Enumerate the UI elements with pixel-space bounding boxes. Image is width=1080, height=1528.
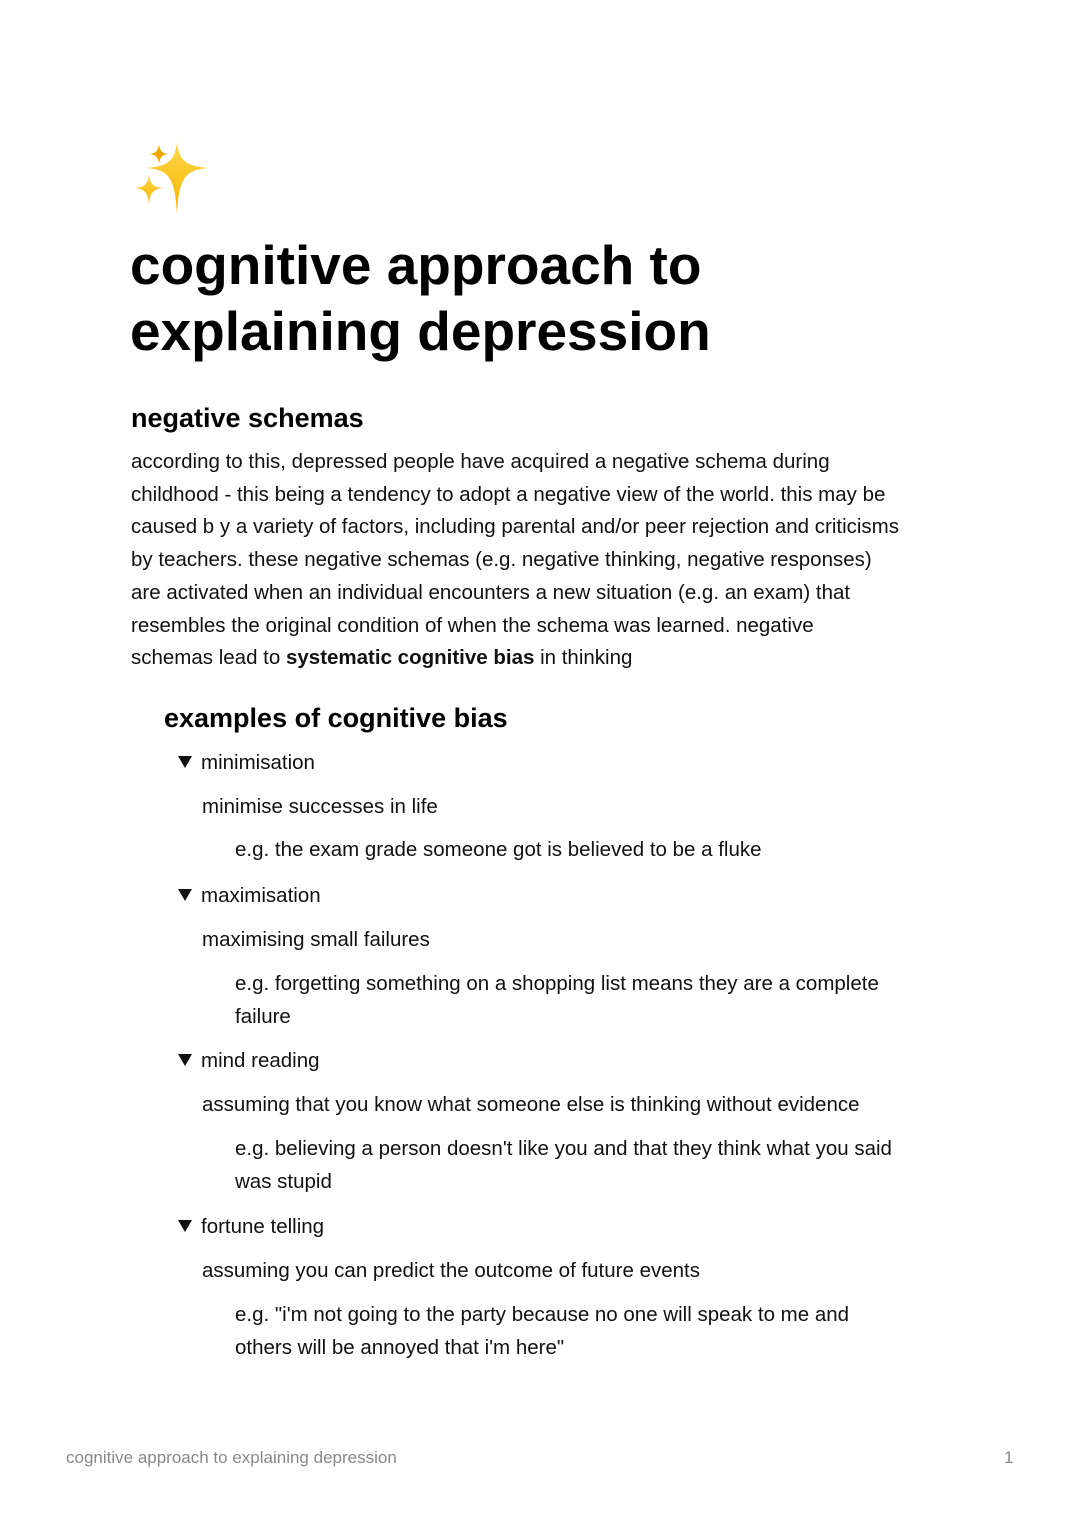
triangle-down-icon[interactable]	[178, 756, 192, 768]
example-line: e.g. "i'm not going to the party because no one will speak to me and	[235, 1303, 850, 1326]
paragraph-line: are activated when an individual encounters a new situation (e.g. an exam) that	[131, 580, 851, 604]
toggle-label: fortune telling	[201, 1215, 325, 1238]
footer-title: cognitive approach to explaining depression	[66, 1448, 397, 1467]
example-line: e.g. believing a person doesn't like you and that they think what you said	[235, 1137, 892, 1160]
example-line: others will be annoyed that i'm here"	[235, 1335, 565, 1359]
example-line: was stupid	[235, 1169, 332, 1193]
sparkles-icon	[130, 140, 212, 223]
example-line: e.g. the exam grade someone got is believed to be a fluke	[235, 838, 762, 861]
toggle-maximisation[interactable]	[178, 880, 321, 912]
toggle-fortune-telling[interactable]	[178, 1211, 324, 1243]
text: in thinking	[534, 646, 633, 670]
example-line: failure	[235, 1004, 291, 1028]
toggle-description: minimise successes in life	[202, 795, 438, 818]
toggle-label: maximisation	[201, 884, 321, 907]
example-line: e.g. forgetting something on a shopping list means they are a complete	[235, 972, 879, 995]
paragraph-line	[131, 642, 899, 675]
toggle-label: mind reading	[201, 1049, 320, 1072]
page-title	[130, 232, 711, 364]
page-number: 1	[1004, 1448, 1014, 1467]
paragraph-line: childhood - this being a tendency to adopt a negative view of the world. this may be	[131, 482, 886, 506]
page-title-line: explaining depression	[130, 300, 711, 362]
toggle-minimisation[interactable]	[178, 747, 315, 779]
toggle-example	[235, 834, 762, 867]
paragraph-line: according to this, depressed people have acquired a negative schema during	[131, 450, 830, 473]
toggle-example	[235, 1299, 849, 1364]
toggle-description: maximising small failures	[202, 928, 430, 951]
paragraph-line: by teachers. these negative schemas (e.g. negative thinking, negative responses)	[131, 548, 872, 572]
page-title-line: cognitive approach to	[130, 234, 702, 296]
toggle-mind-reading[interactable]	[178, 1045, 320, 1077]
text: schemas lead to	[131, 646, 286, 670]
toggle-example	[235, 1133, 892, 1198]
triangle-down-icon[interactable]	[178, 889, 192, 901]
paragraph-line: resembles the original condition of when the schema was learned. negative	[131, 613, 814, 637]
toggle-label: minimisation	[201, 751, 315, 774]
section-paragraph	[131, 446, 899, 675]
triangle-down-icon[interactable]	[178, 1054, 192, 1066]
toggle-description: assuming that you know what someone else is thinking without evidence	[202, 1093, 860, 1116]
bold-term: systematic cognitive bias	[285, 646, 535, 670]
toggle-example	[235, 968, 879, 1033]
paragraph-line: caused b y a variety of factors, including parental and/or peer rejection and criticisms	[131, 515, 899, 539]
examples-heading: examples of cognitive bias	[164, 703, 508, 733]
section-heading: negative schemas	[131, 403, 364, 433]
toggle-description: assuming you can predict the outcome of future events	[202, 1259, 700, 1282]
triangle-down-icon[interactable]	[178, 1220, 192, 1232]
